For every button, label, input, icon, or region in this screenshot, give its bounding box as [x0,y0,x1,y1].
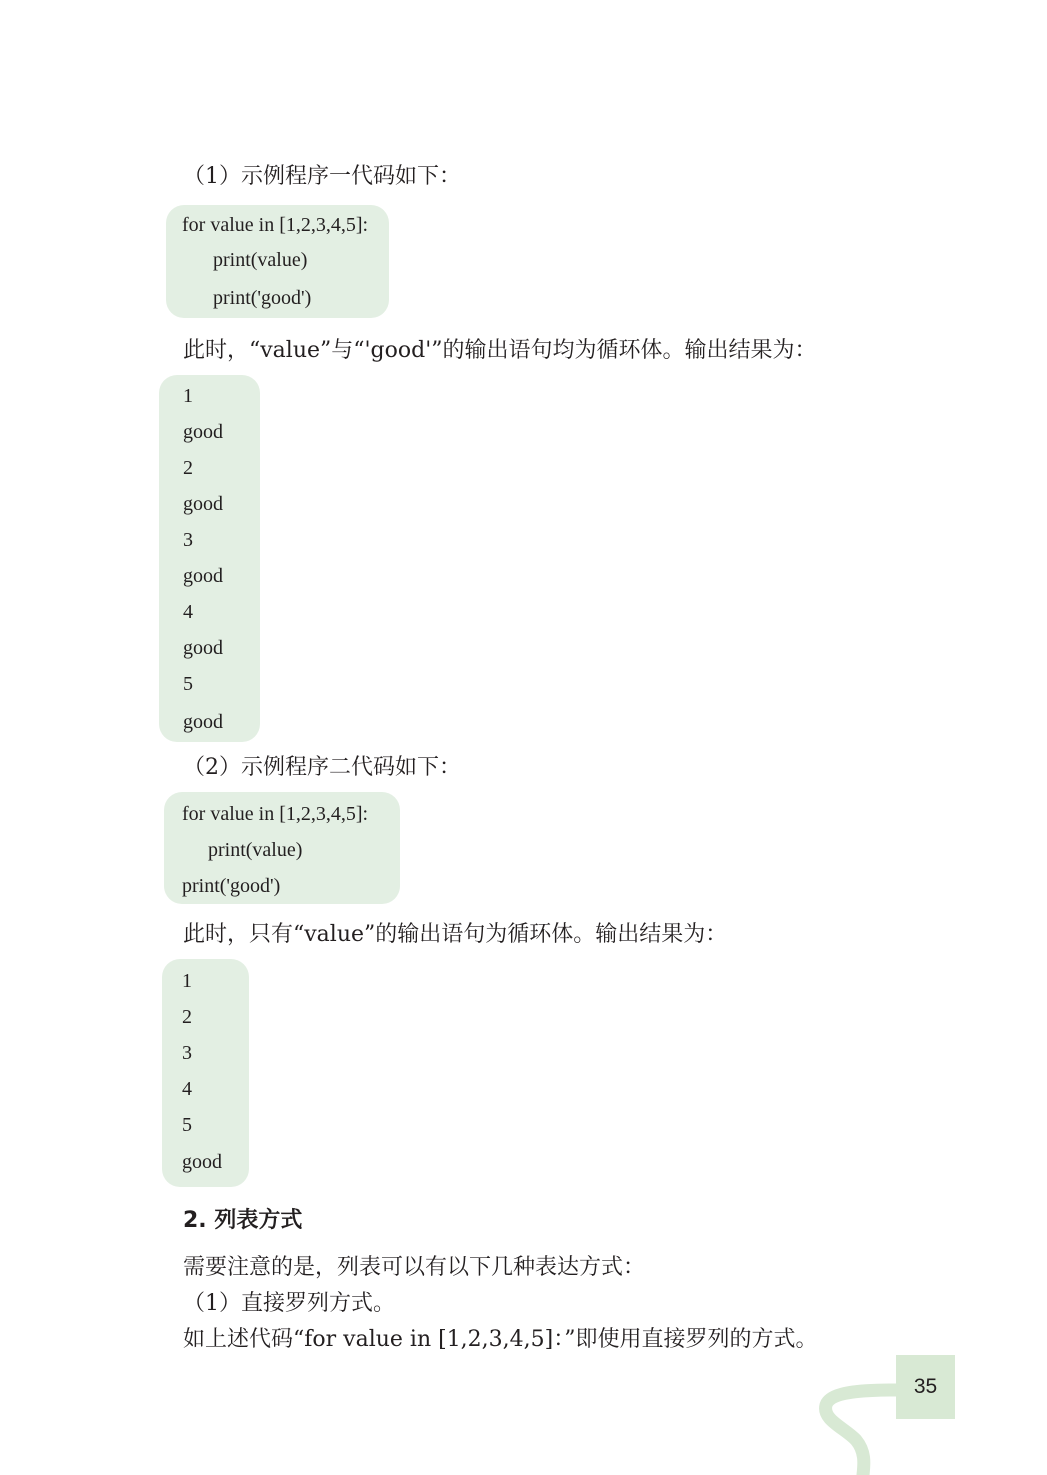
code-line: for value in [1,2,3,4,5]: [182,803,369,825]
page-number-tab [896,1355,955,1419]
code-line: for value in [1,2,3,4,5]: [182,214,369,236]
page-number: 35 [913,1375,938,1398]
example-one-intro: （1）示例程序一代码如下： [183,164,461,189]
output-line: 4 [183,601,193,623]
output-line: good [183,637,223,659]
output-line: 2 [182,1006,192,1028]
output-line: 1 [183,385,193,407]
code-line: print(value) [208,839,303,861]
list-item-direct-description: 如上述代码“for value in [1,2,3,4,5]：”即使用直接罗列的方式。 [183,1327,818,1352]
output-line: 3 [183,529,193,551]
output-line: 2 [183,457,193,479]
output-line: 4 [182,1078,192,1100]
list-method-heading: 2. 列表方式 [183,1208,303,1233]
code-line: print(value) [213,249,308,271]
output-line: good [183,421,223,443]
output-line: 5 [182,1114,192,1136]
list-note: 需要注意的是，列表可以有以下几种表达方式： [183,1255,646,1280]
list-item-direct: （1）直接罗列方式。 [183,1291,395,1316]
output-line: good [182,1151,222,1173]
example-two-explanation: 此时，只有“value”的输出语句为循环体。输出结果为： [183,922,728,947]
example-one-explanation: 此时，“value”与“'good'”的输出语句均为循环体。输出结果为： [183,338,817,363]
output-line: good [183,711,223,733]
code-line: print('good') [213,287,312,309]
output-line: 3 [182,1042,192,1064]
output-line: good [183,565,223,587]
code-line: print('good') [182,875,281,897]
output-line: 5 [183,673,193,695]
example-two-intro: （2）示例程序二代码如下： [183,755,461,780]
output-line: good [183,493,223,515]
output-line: 1 [182,970,192,992]
